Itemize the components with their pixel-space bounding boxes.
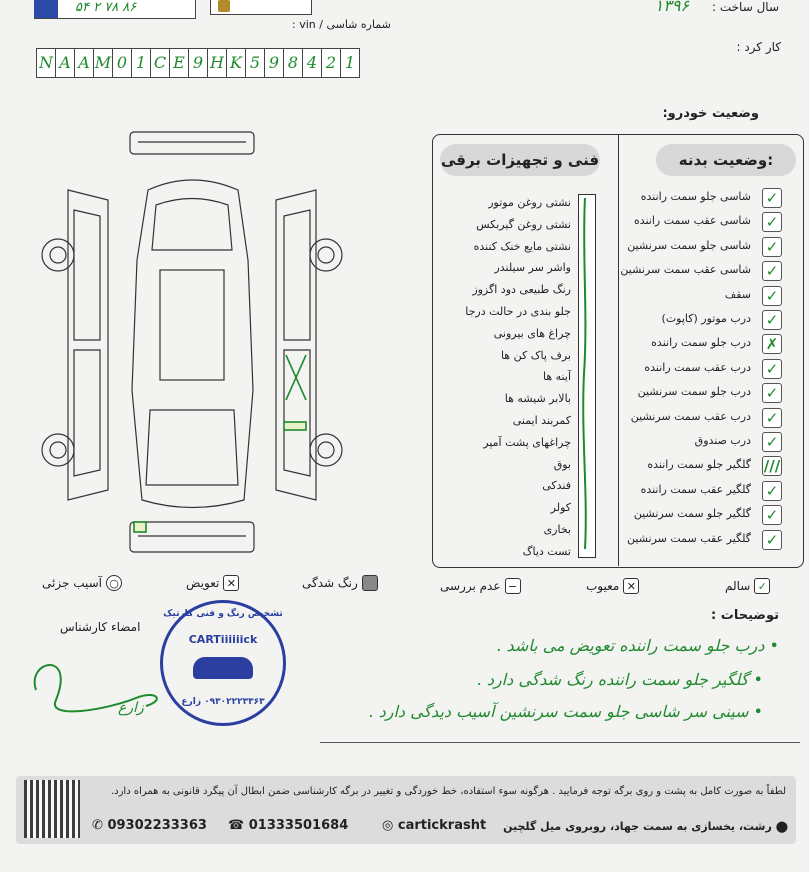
body-item-check: ✓ [762, 188, 782, 208]
tech-item-label: آینه ها [543, 370, 571, 384]
tech-item-label: کمربند ایمنی [512, 414, 571, 427]
body-item-label: سقف [724, 287, 751, 301]
tech-item-label: فندکی [542, 479, 571, 493]
tech-item-label: بالابر شیشه ها [504, 392, 571, 406]
tech-item-label: برف پاک کن ها [500, 348, 571, 362]
vin-char: 9 [189, 49, 208, 77]
tech-panel-title: فنی و تجهیزات برقی [440, 144, 600, 176]
signature-scribble [16, 640, 176, 730]
car-year-label: سال ساخت : [711, 0, 779, 14]
car-diagram [38, 130, 348, 560]
tech-item-label: واشر سر سیلندر [494, 261, 571, 275]
notes-title: توضیحات : [711, 608, 779, 623]
body-item-label: شاسی عقب سمت راننده [633, 214, 751, 228]
body-item-check: ✓ [762, 481, 782, 501]
front-bumper [130, 132, 254, 154]
stamp-bottom-text: ۰۹۳۰۲۲۲۳۳۶۳ زارع [181, 697, 265, 707]
mobile-contact [92, 818, 207, 833]
footer-notice: لطفاً به صورت کامل به پشت و روی برگه توجه فرمایید . هرگونه سوء استفاده، خط خوردگی و تغییر در برگه کارشناسی ضمن ابطال آن پیگرد قانونی به همراه دارد. [110, 786, 786, 797]
footer [16, 776, 796, 844]
wheel-rear-right [310, 434, 342, 466]
plate-box [34, 0, 196, 19]
legend-paint-label: رنگ شدگی [302, 576, 358, 590]
vin-char: 1 [341, 49, 360, 77]
stamp-brand: CARTiiiiiick [188, 633, 258, 646]
stamp [160, 600, 286, 726]
vin-char: K [227, 49, 246, 77]
emblem-icon [218, 0, 230, 12]
wheel-front-right [310, 239, 342, 271]
vin-char: 0 [113, 49, 132, 77]
body-item-label: شاسی جلو سمت سرنشین [627, 238, 751, 252]
legend-ok [725, 578, 770, 594]
signature-label: امضاء کارشناس [60, 620, 141, 634]
tech-item-label: بوق [553, 457, 571, 471]
car-year-value: ۱۳۹۶ [654, 0, 689, 15]
instagram-icon: ◎ [382, 818, 394, 833]
notes-underline [320, 742, 800, 743]
body-item-check: ✓ [762, 359, 782, 379]
body-item-check: ✓ [762, 261, 782, 281]
body-panel-title: وضعیت بدنه: [656, 144, 796, 176]
whatsapp-icon: ✆ [92, 818, 103, 833]
vin-char: A [75, 49, 94, 77]
vin-char: N [37, 49, 56, 77]
vin-char: 2 [322, 49, 341, 77]
body-item-label: شاسی عقب سمت سرنشین [620, 263, 751, 277]
legend-partial-label: آسیب جزئی [42, 576, 102, 590]
legend-defective-label: معیوب [586, 579, 620, 593]
vin-char: 8 [284, 49, 303, 77]
phone-number: 01333501684 [248, 818, 349, 833]
body-item-label: گلگیر عقب سمت سرنشین [627, 531, 751, 545]
address [503, 820, 788, 833]
legend-replaced [186, 575, 239, 591]
vin-label: شماره شاسی / vin : [292, 18, 391, 31]
car-icon [193, 657, 253, 679]
body-item-check: ✓ [762, 432, 782, 452]
circle-icon: ○ [106, 575, 122, 591]
legend-defective [586, 578, 639, 594]
vin-char: 5 [246, 49, 265, 77]
body-item-label: درب عقب سمت سرنشین [630, 409, 751, 423]
body-item-label: درب جلو سمت راننده [651, 336, 751, 350]
vin-char: A [56, 49, 75, 77]
instagram-contact [382, 818, 486, 833]
body-item-check: ✓ [762, 310, 782, 330]
panel-divider [618, 134, 619, 566]
tech-check-stroke [578, 194, 594, 556]
body-item-label: گلگیر جلو سمت سرنشین [633, 507, 751, 521]
vin-char: H [208, 49, 227, 77]
body-item-check: ✓ [762, 505, 782, 525]
vin-char: E [170, 49, 189, 77]
check-icon: ✓ [754, 578, 770, 594]
vin-char: M [94, 49, 113, 77]
replaced-icon: ✕ [223, 575, 239, 591]
wheel-rear-left [42, 434, 74, 466]
tech-item-label: بخاری [543, 523, 571, 536]
body-item-label: گلگیر جلو سمت راننده [647, 458, 751, 472]
legend-ok-label: سالم [725, 579, 751, 593]
instagram-handle: cartickrasht [397, 818, 487, 833]
location-icon: ⬤ [775, 820, 788, 833]
body-item-check: ✓ [762, 237, 782, 257]
body-item-check: ✓ [762, 286, 782, 306]
body-item-check: ✓ [762, 530, 782, 550]
qr-code [24, 780, 80, 838]
mileage-label: کار کرد : [736, 40, 781, 54]
plate-digits: ۵۴ ۲ ۷۸ ۸۶ [75, 0, 137, 15]
body-item-check: ✗ [762, 334, 782, 354]
paint-icon [362, 575, 378, 591]
tech-item-label: تست دیاگ [522, 544, 571, 558]
vin-char: 4 [303, 49, 322, 77]
vin-char: 9 [265, 49, 284, 77]
body-item-label: شاسی جلو سمت راننده [640, 190, 751, 203]
signature-name: زارع [118, 700, 144, 716]
note-line-2: • گلگیر جلو سمت راننده رنگ شدگی دارد . [476, 670, 763, 689]
legend-paint [302, 575, 378, 591]
body-item-check: ✓ [762, 408, 782, 428]
legend-not-checked-label: عدم بررسی [440, 579, 501, 593]
legend-partial [42, 575, 122, 591]
body-item-label: درب جلو سمت سرنشین [637, 385, 751, 399]
address-text: رشت، یخسازی به سمت جهاد، روبروی میل گلچین [503, 820, 772, 833]
tech-item-label: کولر [550, 501, 571, 515]
note-line-1: • درب جلو سمت راننده تعویض می باشد . [496, 636, 779, 655]
rear-bumper [130, 522, 254, 552]
vin-char: C [151, 49, 170, 77]
tech-item-label: نشتی مایع خنک کننده [473, 239, 571, 253]
legend-replaced-label: تعویض [186, 576, 220, 590]
vin-char: 1 [132, 49, 151, 77]
mobile-number: 09302233363 [107, 818, 207, 833]
legend-not-checked [440, 578, 521, 594]
tech-item-label: نشتی روغن گیربکس [476, 217, 571, 231]
tech-item-label: جلو بندی در حالت درجا [465, 305, 571, 318]
vin-boxes [36, 48, 360, 78]
stamp-top-text: تشخیص رنگ و فنی کارتیک [163, 609, 283, 619]
phone-contact [228, 818, 348, 833]
section-title: وضعیت خودرو: [662, 106, 759, 121]
body-item-label: درب عقب سمت راننده [644, 360, 751, 374]
plate-flag [34, 0, 58, 18]
body-item-check: ✓ [762, 212, 782, 232]
wheel-front-left [42, 239, 74, 271]
note-line-3: • سینی سر شاسی جلو سمت سرنشین آسیب دیدگی دارد . [368, 702, 763, 721]
car-body [132, 180, 253, 508]
body-item-check: /// [763, 457, 781, 476]
tech-item-label: نشتی روغن موتور [488, 196, 571, 209]
tech-item-label: رنگ طبیعی دود اگزوز [472, 283, 571, 297]
tech-item-label: چراغهای پشت آمپر [483, 435, 571, 449]
x-icon: ✕ [623, 578, 639, 594]
minus-icon: − [505, 578, 521, 594]
body-item-check: ✓ [762, 383, 782, 403]
body-item-label: درب صندوق [694, 434, 751, 447]
body-item-label: گلگیر عقب سمت راننده [640, 482, 751, 496]
phone-icon: ☎ [228, 818, 245, 833]
body-item-label: درب موتور (کاپوت) [661, 312, 751, 325]
tech-item-label: چراغ های بیرونی [493, 326, 571, 340]
